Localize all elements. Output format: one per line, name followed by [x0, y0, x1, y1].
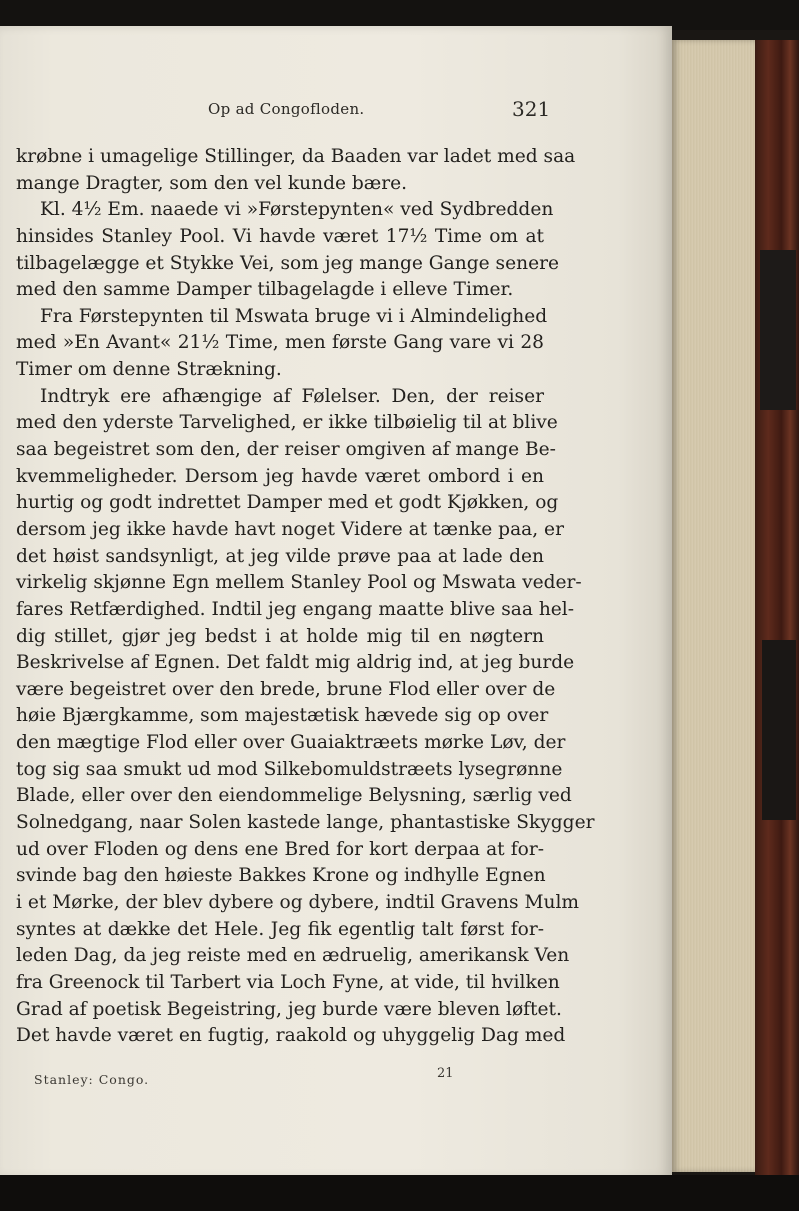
sheet-mark: 21	[437, 1066, 454, 1081]
text-line: leden Dag, da jeg reiste med en ædruelig, amerikansk Ven	[16, 945, 570, 967]
text-line: i et Mørke, der blev dybere og dybere, indtil Gravens Mulm	[16, 891, 580, 913]
text-line: hinsides Stanley Pool. Vi havde været 17½ Time om at	[16, 225, 544, 247]
page-number: 321	[512, 97, 551, 121]
text-line: dersom jeg ikke havde havt noget Videre at tænke paa, er	[16, 518, 564, 540]
text-line: fra Greenock til Tarbert via Loch Fyne, at vide, til hvilken	[16, 971, 560, 993]
text-line: kvemmeligheder. Dersom jeg havde været ombord i en	[16, 465, 544, 487]
text-line: mange Dragter, som den vel kunde bære.	[16, 172, 408, 194]
text-line: den mægtige Flod eller over Guaiaktræets mørke Løv, der	[16, 732, 566, 754]
text-line: svinde bag den høieste Bakkes Krone og indhylle Egnen	[16, 865, 546, 887]
footer-signature: Stanley: Congo.	[34, 1072, 150, 1087]
text-line: med »En Avant« 21½ Time, men første Gang vare vi 28	[16, 332, 544, 354]
text-line: krøbne i umagelige Stillinger, da Baaden var ladet med saa	[16, 146, 576, 167]
text-line: Blade, eller over den eiendommelige Belysning, særlig ved	[16, 785, 572, 807]
text-line: det høist sandsynligt, at jeg vilde prøve paa at lade den	[16, 545, 544, 567]
text-line: syntes at dække det Hele. Jeg fik egentlig talt først for-	[16, 918, 544, 940]
scan-bottom-background	[0, 1175, 799, 1211]
text-line: være begeistret over den brede, brune Flod eller over de	[16, 678, 556, 700]
text-line: virkelig skjønne Egn mellem Stanley Pool og Mswata veder-	[16, 572, 582, 594]
text-line: tilbagelægge et Stykke Vei, som jeg mange Gange senere	[16, 252, 559, 274]
page-header	[0, 92, 672, 122]
text-line: Indtryk ere afhængige af Følelser. Den, der reiser	[40, 385, 544, 407]
text-line: Beskrivelse af Egnen. Det faldt mig aldrig ind, at jeg burde	[16, 652, 575, 674]
text-line: Det havde været en fugtig, raakold og uhyggelig Dag med	[16, 1025, 566, 1047]
page-edges	[672, 40, 764, 1172]
text-line: saa begeistret som den, der reiser omgiven af mange Be-	[16, 439, 556, 461]
text-line: Kl. 4½ Em. naaede vi »Førstepynten« ved Sydbredden	[40, 199, 554, 221]
text-line: tog sig saa smukt ud mod Silkebomuldstræets lysegrønne	[16, 758, 563, 780]
text-line: høie Bjærgkamme, som majestætisk hævede sig op over	[16, 705, 549, 727]
text-line: med den yderste Tarvelighed, er ikke tilbøielig til at blive	[16, 412, 558, 434]
text-line: Grad af poetisk Begeistring, jeg burde være bleven løftet.	[16, 998, 562, 1020]
running-head: Op ad Congofloden.	[208, 100, 365, 118]
text-line: Fra Førstepynten til Mswata bruge vi i Almindelighed	[40, 305, 548, 327]
text-line: hurtig og godt indrettet Damper med et godt Kjøkken, og	[16, 492, 559, 514]
cover-shadow-2	[762, 640, 796, 820]
body-text	[16, 144, 595, 1050]
text-line: Solnedgang, naar Solen kastede lange, phantastiske Skygger	[16, 812, 595, 834]
text-line: med den samme Damper tilbagelagde i elleve Timer.	[16, 279, 514, 301]
text-line: Timer om denne Strækning.	[16, 359, 282, 381]
text-line: dig stillet, gjør jeg bedst i at holde mig til en nøgtern	[16, 625, 544, 647]
text-line: fares Retfærdighed. Indtil jeg engang maatte blive saa hel-	[16, 598, 575, 620]
text-line: ud over Floden og dens ene Bred for kort derpaa at for-	[16, 838, 544, 860]
book-cover-edge	[755, 40, 799, 1180]
cover-shadow-1	[760, 250, 796, 410]
